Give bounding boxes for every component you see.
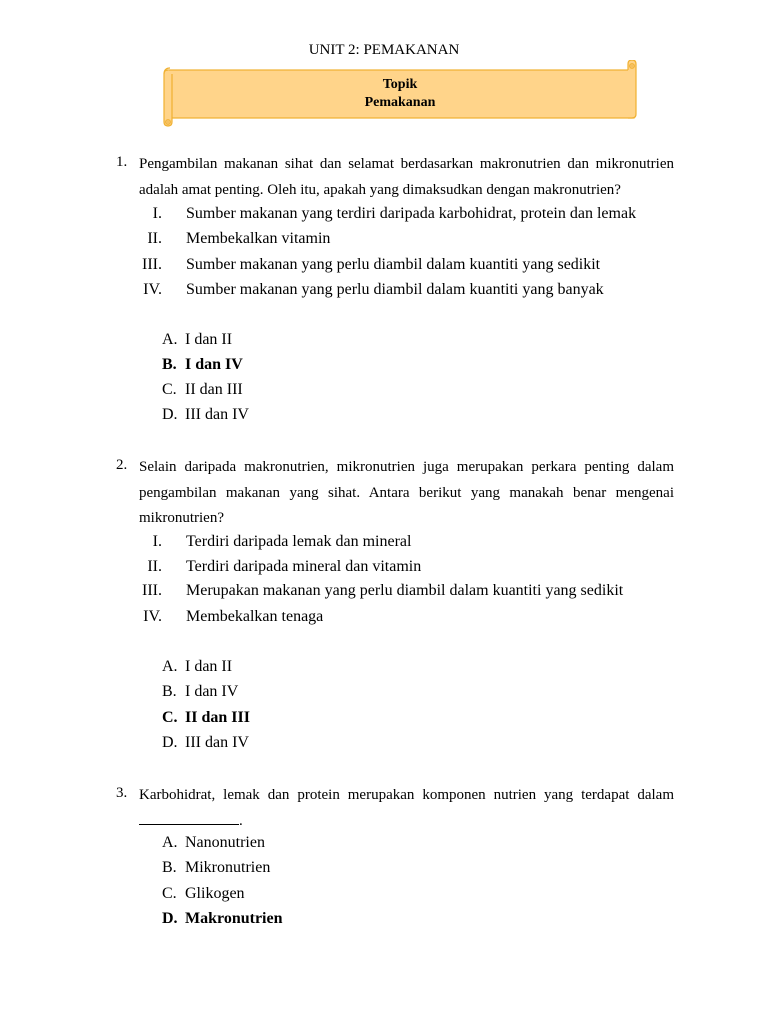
statement-number: III. [142, 582, 162, 599]
question-number: 1. [116, 154, 128, 170]
option-letter: D. [162, 910, 178, 927]
option-text: Nanonutrien [185, 834, 265, 851]
question-number: 2. [116, 457, 128, 473]
statement-text: Merupakan makanan yang perlu diambil dalam kuantiti yang sedikit [186, 582, 624, 599]
answer-option [0, 406, 768, 431]
option-text: II dan III [185, 709, 250, 726]
option-text: Glikogen [185, 885, 245, 902]
option-text: III dan IV [185, 734, 249, 751]
option-text: I dan II [185, 331, 233, 348]
answer-option [0, 658, 768, 683]
statement-text: Sumber makanan yang perlu diambil dalam kuantiti yang banyak [186, 281, 604, 298]
statement-number: II. [147, 558, 162, 575]
question-number: 3. [116, 785, 128, 801]
option-letter: D. [162, 734, 178, 751]
statement-row [0, 205, 768, 230]
answer-option-correct [0, 356, 768, 381]
question-text: Pengambilan makanan sihat dan selamat berdasarkan makronutrien dan mikronutrien adalah amat penting. Oleh itu, apakah yang dimaksudkan dengan makronutrien? [139, 156, 674, 198]
option-letter: C. [162, 709, 178, 726]
question-text [139, 783, 674, 834]
option-letter: D. [162, 406, 178, 423]
answer-option [0, 834, 768, 859]
answer-option [0, 734, 768, 759]
option-text: I dan IV [185, 683, 239, 700]
answer-option [0, 331, 768, 356]
option-text: III dan IV [185, 406, 249, 423]
statement-text: Membekalkan tenaga [186, 608, 324, 625]
option-text: Makronutrien [185, 910, 283, 927]
option-letter: C. [162, 885, 177, 902]
banner-topic-name: Pemakanan [364, 95, 436, 110]
statement-text: Sumber makanan yang terdiri daripada karbohidrat, protein dan lemak [186, 205, 637, 222]
option-text: I dan II [185, 658, 233, 675]
answer-option [0, 885, 768, 910]
statement-text: Membekalkan vitamin [186, 230, 331, 247]
question-text-main: Karbohidrat, lemak dan protein merupakan komponen nutrien yang terdapat dalam [139, 787, 674, 803]
unit-title: UNIT 2: PEMAKANAN [308, 42, 460, 58]
option-letter: A. [162, 834, 178, 851]
statement-text: Sumber makanan yang perlu diambil dalam kuantiti yang sedikit [186, 256, 601, 273]
question-text: Selain daripada makronutrien, mikronutrien juga merupakan perkara penting dalam pengambilan makanan yang sihat. Antara berikut yang manakah benar mengenai mikronutrien? [139, 459, 674, 526]
statement-row [0, 256, 768, 281]
option-text: I dan IV [185, 356, 243, 373]
statement-number: I. [152, 205, 162, 222]
option-letter: B. [162, 683, 177, 700]
statement-number: III. [142, 256, 162, 273]
option-letter: B. [162, 859, 177, 876]
banner-topic-label: Topik [382, 77, 418, 92]
answer-option [0, 683, 768, 708]
statement-number: II. [147, 230, 162, 247]
statement-row [0, 533, 768, 558]
statement-row [0, 230, 768, 255]
answer-blank [139, 810, 239, 825]
option-text: Mikronutrien [185, 859, 271, 876]
answer-option [0, 859, 768, 884]
option-letter: A. [162, 658, 178, 675]
statement-number: IV. [143, 281, 162, 298]
statement-row [0, 608, 768, 633]
topic-scroll-banner [162, 60, 638, 128]
statement-text: Terdiri daripada lemak dan mineral [186, 533, 412, 550]
statement-text: Terdiri daripada mineral dan vitamin [186, 558, 422, 575]
option-letter: C. [162, 381, 177, 398]
statement-row [0, 582, 768, 607]
answer-option-correct [0, 709, 768, 734]
statement-row [0, 558, 768, 583]
option-letter: A. [162, 331, 178, 348]
answer-option-correct [0, 910, 768, 935]
statement-number: IV. [143, 608, 162, 625]
answer-option [0, 381, 768, 406]
option-letter: B. [162, 356, 177, 373]
question-text-end: . [239, 812, 243, 829]
option-text: II dan III [185, 381, 243, 398]
statement-row [0, 281, 768, 306]
statement-number: I. [152, 533, 162, 550]
